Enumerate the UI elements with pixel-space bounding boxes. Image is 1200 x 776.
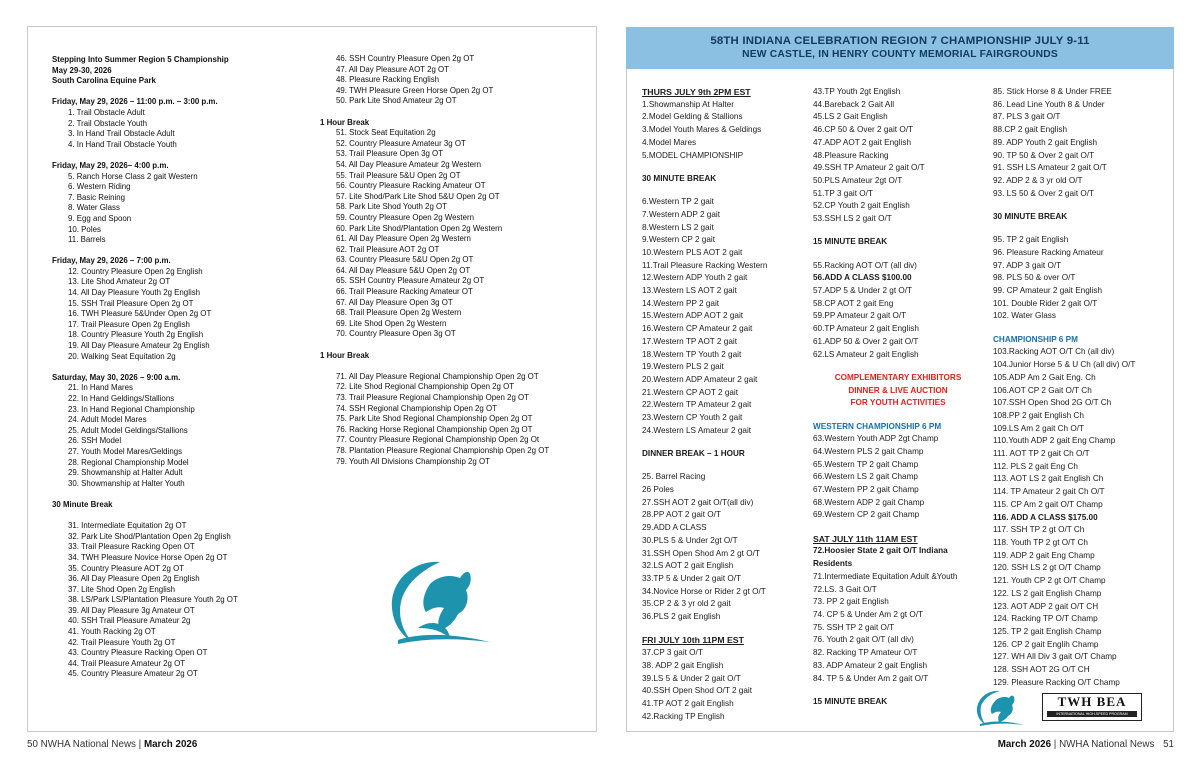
class-entry: 22.Western TP Amateur 2 gait	[642, 400, 752, 410]
class-entry: 29.ADD A CLASS	[642, 523, 707, 533]
class-entry: 67.Western PP 2 gait Champ	[813, 485, 919, 495]
class-entry: 79. Youth All Divisions Championship 2g OT	[336, 456, 490, 466]
class-entry: 63. Country Pleasure 5&U Open 2g OT	[336, 255, 474, 265]
class-entry: 109.LS Am 2 gait Ch O/T	[993, 423, 1085, 433]
class-entry: 8. Water Glass	[68, 203, 120, 213]
section-heading: THURS JULY 9th 2PM EST	[642, 87, 751, 97]
class-entry: 11. Barrels	[68, 235, 106, 245]
class-entry: 13.Western LS AOT 2 gait	[642, 286, 737, 296]
class-entry: 72.Hoosier State 2 gait O/T Indiana Residents	[813, 546, 948, 569]
class-entry: 47. All Day Pleasure AOT 2g OT	[336, 64, 450, 74]
spacer	[993, 323, 1171, 334]
class-entry: 99. CP Amateur 2 gait English	[993, 286, 1103, 296]
class-entry: 22. In Hand Geldings/Stallions	[68, 394, 175, 403]
class-entry: 25. Adult Model Geldings/Stallions	[68, 425, 188, 435]
spacer	[642, 437, 802, 448]
section-heading: Friday, May 29, 2026– 4:00 p.m.	[52, 160, 169, 170]
class-entry: 45. Country Pleasure Amateur 2g OT	[68, 669, 198, 679]
class-entry: 29. Showmanship at Halter Adult	[68, 468, 183, 478]
class-entry: 53. Trail Pleasure Open 3g OT	[336, 149, 444, 159]
class-entry: 21.Western CP AOT 2 gait	[642, 387, 739, 397]
indiana-title: 58TH INDIANA CELEBRATION REGION 7 CHAMPIONSHIP JULY 9-11	[710, 35, 1090, 47]
class-entry: 51. Stock Seat Equitation 2g	[336, 128, 436, 138]
class-entry: 14.Western PP 2 gait	[642, 298, 720, 308]
left-footer	[27, 739, 197, 750]
spacer	[642, 162, 802, 173]
class-entry: 74. CP 5 & Under Am 2 gt O/T	[813, 609, 923, 619]
class-entry: 35.CP 2 & 3 yr old 2 gait	[642, 599, 731, 609]
class-entry: 96. Pleasure Racking Amateur	[993, 247, 1104, 257]
class-entry: 16. TWH Pleasure 5&Under Open 2g OT	[68, 309, 212, 319]
class-entry: 44.Bareback 2 Gait All	[813, 99, 895, 109]
class-entry: 26. SSH Model	[68, 436, 122, 446]
twhbea-tagline: INTERNATIONAL HIGH-SPEED PROGRAM	[1047, 711, 1137, 717]
class-entry: 61.ADP 50 & Over 2 gait O/T	[813, 336, 919, 346]
class-entry: 30. Showmanship at Halter Youth	[68, 478, 185, 488]
spacer	[52, 150, 314, 161]
class-entry: 23.Western CP Youth 2 gait	[642, 413, 743, 423]
class-entry: 97. ADP 3 gait O/T	[993, 260, 1062, 270]
section-heading: Friday, May 29, 2026 – 11:00 p.m. – 3:00 p.m.	[52, 97, 218, 107]
class-entry: 111. AOT TP 2 gait Ch O/T	[993, 449, 1090, 459]
class-entry: 125. TP 2 gait English Champ	[993, 626, 1102, 636]
class-entry: 83. ADP Amateur 2 gait English	[813, 660, 928, 670]
section-heading: FRI JULY 10th 11PM EST	[642, 635, 744, 646]
section-heading: CHAMPIONSHIP 6 PM	[993, 334, 1078, 344]
class-entry: 56. Country Pleasure Racking Amateur OT	[336, 181, 486, 191]
class-entry: 39.LS 5 & Under 2 gait O/T	[642, 673, 741, 683]
class-entry: 84. TP 5 & Under Am 2 gait O/T	[813, 673, 929, 683]
class-entry: 60.TP Amateur 2 gait English	[813, 324, 919, 334]
class-entry: 75. Park Lite Shod Regional Championship Open 2g OT	[336, 414, 533, 424]
class-entry: 3. In Hand Trail Obstacle Adult	[68, 129, 175, 139]
page-number: 51	[1163, 739, 1174, 750]
event-dates: May 29-30, 2026	[52, 65, 112, 75]
spacer	[813, 226, 983, 237]
class-entry: 72.LS. 3 Gait O/T	[813, 584, 877, 594]
class-entry: 52.CP Youth 2 gait English	[813, 201, 910, 211]
class-entry: 14. All Day Pleasure Youth 2g English	[68, 288, 201, 298]
class-entry: 46. SSH Country Pleasure Open 2g OT	[336, 54, 475, 63]
class-entry: 2. Trail Obstacle Youth	[68, 118, 147, 128]
indiana-column-1	[642, 86, 802, 723]
class-entry: 68. Trail Pleasure Open 2g Western	[336, 308, 462, 318]
class-entry: 122. LS 2 gait English Champ	[993, 588, 1102, 598]
class-entry: 21. In Hand Mares	[68, 383, 133, 393]
section-heading: 30 MINUTE BREAK	[993, 211, 1068, 221]
spacer	[813, 410, 983, 421]
class-entry: 72. Lite Shod Regional Championship Open 2g OT	[336, 382, 515, 392]
class-entry: 37. Lite Shod Open 2g English	[68, 584, 176, 594]
spacer	[813, 361, 983, 372]
class-entry: 75. SSH TP 2 gait O/T	[813, 622, 895, 632]
class-entry: 73. PP 2 gait English	[813, 597, 889, 607]
class-entry: 107.SSH Open Shod 2G O/T Ch	[993, 398, 1112, 408]
spacer	[52, 511, 314, 522]
class-entry: 70. Country Pleasure Open 3g OT	[336, 329, 456, 339]
class-list	[813, 86, 983, 709]
class-entry: 47.ADP AOT 2 gait English	[813, 137, 912, 147]
class-entry: 68.Western ADP 2 gait Champ	[813, 497, 925, 507]
class-entry: 7. Basic Reining	[68, 192, 126, 202]
class-entry: 101. Double Rider 2 gait O/T	[993, 298, 1098, 308]
class-list	[320, 54, 585, 467]
class-entry: 20. Walking Seat Equitation 2g	[68, 351, 176, 361]
issue-date: March 2026	[143, 739, 198, 750]
class-entry: 10.Western PLS AOT 2 gait	[642, 247, 743, 257]
class-entry: 92. ADP 2 & 3 yr old O/T	[993, 175, 1083, 185]
class-entry: 63.Western Youth ADP 2gt Champ	[813, 434, 939, 444]
class-entry: 18.Western TP Youth 2 gait	[642, 349, 742, 359]
class-entry: 41. Youth Racking 2g OT	[68, 627, 156, 637]
class-entry: 28. Regional Championship Model	[68, 457, 189, 467]
spacer	[320, 340, 585, 351]
class-entry: 73. Trail Pleasure Regional Championship Open 2g OT	[336, 393, 529, 402]
class-entry: 11.Trail Pleasure Racking Western	[642, 260, 768, 270]
class-entry: 33. Trail Pleasure Racking Open OT	[68, 542, 195, 552]
class-entry: 77. Country Pleasure Regional Championship Open 2g Ot	[336, 435, 540, 445]
left-column-1	[52, 55, 314, 680]
section-heading: DINNER BREAK – 1 HOUR	[642, 449, 745, 459]
class-entry: 61. All Day Pleasure Open 2g Western	[336, 234, 471, 244]
class-entry: 91. SSH LS Amateur 2 gait O/T	[993, 163, 1107, 173]
indiana-column-2	[813, 86, 983, 709]
publication-name: NWHA National News	[1059, 739, 1155, 750]
class-entry: 55.Racking AOT O/T (all div)	[813, 260, 917, 270]
class-entry: 42.Racking TP English	[642, 711, 725, 721]
class-entry: 27. Youth Model Mares/Geldings	[68, 446, 183, 456]
class-entry: 18. Country Pleasure Youth 2g English	[68, 330, 204, 340]
class-entry: 128. SSH AOT 2G O/T CH	[993, 665, 1090, 675]
class-entry: 55. Trail Pleasure 5&U Open 2g OT	[336, 170, 461, 180]
spacer	[993, 200, 1171, 211]
class-entry: 36. All Day Pleasure Open 2g English	[68, 574, 200, 584]
spacer	[52, 362, 314, 373]
class-entry: 65. SSH Country Pleasure Amateur 2g OT	[336, 276, 485, 286]
section-heading: 30 MINUTE BREAK	[642, 173, 717, 183]
section-heading: 1 Hour Break	[320, 117, 370, 127]
section-heading: 116. ADD A CLASS $175.00	[993, 512, 1098, 522]
class-entry: 64. All Day Pleasure 5&U Open 2g OT	[336, 265, 471, 275]
issue-date: March 2026	[997, 739, 1052, 750]
class-entry: 108.PP 2 gait English Ch	[993, 410, 1084, 420]
class-entry: 129. Pleasure Racking O/T Champ	[993, 677, 1120, 687]
class-entry: 15. SSH Trail Pleasure Open 2g OT	[68, 298, 194, 308]
left-column-2	[320, 54, 585, 467]
class-entry: 50.PLS Amateur 2gt O/T	[813, 175, 903, 185]
nwha-horse-logo-icon	[378, 556, 496, 648]
class-entry: 98. PLS 50 & over O/T	[993, 273, 1076, 283]
class-entry: 2.Model Gelding & Stallions	[642, 112, 743, 122]
spacer	[642, 186, 802, 197]
class-entry: 9.Western CP 2 gait	[642, 235, 715, 245]
class-entry: 23. In Hand Regional Championship	[68, 404, 195, 414]
section-heading: 15 MINUTE BREAK	[813, 237, 888, 247]
class-entry: 65.Western TP 2 gait Champ	[813, 459, 919, 469]
class-entry: 95. TP 2 gait English	[993, 235, 1069, 245]
class-entry: 3.Model Youth Mares & Geldings	[642, 125, 762, 135]
class-entry: 37.CP 3 gait O/T	[642, 648, 703, 658]
class-entry: 17. Trail Pleasure Open 2g English	[68, 319, 190, 329]
section-heading: 56.ADD A CLASS $100.00	[813, 273, 912, 283]
section-heading: COMPLEMENTARY EXHIBITORS	[834, 372, 962, 382]
class-entry: 67. All Day Pleasure Open 3g OT	[336, 297, 453, 307]
spacer	[642, 624, 802, 635]
class-entry: 121. Youth CP 2 gt O/T Champ	[993, 576, 1106, 586]
class-list	[993, 86, 1171, 689]
class-entry: 53.SSH LS 2 gait O/T	[813, 214, 892, 224]
class-entry: 102. Water Glass	[993, 311, 1056, 321]
class-entry: 64.Western PLS 2 gait Champ	[813, 446, 924, 456]
class-entry: 117. SSH TP 2 gt O/T Ch	[993, 525, 1085, 535]
class-entry: 33.TP 5 & Under 2 gait O/T	[642, 573, 742, 583]
event-venue: South Carolina Equine Park	[52, 76, 156, 86]
class-entry: 42. Trail Pleasure Youth 2g OT	[68, 637, 176, 647]
class-entry: 114. TP Amateur 2 gait Ch O/T	[993, 487, 1105, 497]
class-entry: 124. Racking TP O/T Champ	[993, 614, 1098, 624]
class-entry: 59. Country Pleasure Open 2g Western	[336, 212, 475, 222]
class-entry: 93. LS 50 & Over 2 gait O/T	[993, 188, 1095, 198]
spacer	[52, 87, 314, 98]
spacer	[813, 249, 983, 260]
class-entry: 31.SSH Open Shod Am 2 gt O/T	[642, 548, 760, 558]
twhbea-logo	[1042, 693, 1142, 721]
class-entry: 4.Model Mares	[642, 137, 697, 147]
class-entry: 50. Park Lite Shod Amateur 2g OT	[336, 96, 457, 106]
class-entry: 66. Trail Pleasure Racking Amateur OT	[336, 287, 473, 297]
class-entry: 34. TWH Pleasure Novice Horse Open 2g OT	[68, 552, 228, 562]
class-entry: 89. ADP Youth 2 gait English	[993, 137, 1098, 147]
class-entry: 43.TP Youth 2gt English	[813, 87, 901, 96]
class-entry: 13. Lite Shod Amateur 2g OT	[68, 277, 171, 287]
section-heading: 15 MINUTE BREAK	[813, 696, 888, 706]
event-title: Stepping Into Summer Region 5 Championship	[52, 55, 229, 64]
class-entry: 127. WH All Div 3 gait O/T Champ	[993, 652, 1117, 662]
indiana-column-3	[993, 86, 1171, 689]
class-entry: 24. Adult Model Mares	[68, 415, 147, 425]
section-heading: Saturday, May 30, 2026 – 9:00 a.m.	[52, 372, 181, 382]
class-entry: 34.Novice Horse or Rider 2 gt O/T	[642, 586, 766, 596]
class-entry: 54. All Day Pleasure Amateur 2g Western	[336, 159, 482, 169]
spacer	[813, 522, 983, 533]
nwha-horse-small-logo-icon	[970, 688, 1026, 726]
class-entry: 43. Country Pleasure Racking Open OT	[68, 648, 208, 658]
class-entry: 26 Poles	[642, 485, 674, 495]
class-entry: 76. Youth 2 gait O/T (all div)	[813, 635, 914, 645]
class-entry: 40.SSH Open Shod O/T 2 gait	[642, 686, 752, 696]
class-entry: 28.PP AOT 2 gait O/T	[642, 510, 721, 520]
class-entry: 85. Stick Horse 8 & Under FREE	[993, 87, 1112, 96]
class-entry: 82. Racking TP Amateur O/T	[813, 648, 918, 658]
indiana-header-banner	[626, 27, 1174, 69]
class-entry: 123. AOT ADP 2 gait O/T CH	[993, 601, 1099, 611]
twhbea-name: TWH BEA	[1057, 694, 1127, 709]
class-entry: 19. All Day Pleasure Amateur 2g English	[68, 341, 210, 351]
class-entry: 118. Youth TP 2 gt O/T Ch	[993, 537, 1088, 547]
section-heading: FOR YOUTH ACTIVITIES	[850, 398, 946, 408]
class-entry: 88.CP 2 gait English	[993, 125, 1068, 135]
section-heading: SAT JULY 11th 11AM EST	[813, 533, 918, 544]
class-entry: 78. Plantation Pleasure Regional Championship Open 2g OT	[336, 445, 550, 455]
class-entry: 39. All Day Pleasure 3g Amateur OT	[68, 605, 195, 615]
class-entry: 76. Racking Horse Regional Championship Open 2g OT	[336, 424, 533, 434]
section-heading: 1 Hour Break	[320, 350, 370, 360]
footer-separator: |	[138, 739, 142, 750]
right-footer	[998, 739, 1174, 750]
class-entry: 69.Western CP 2 gait Champ	[813, 510, 920, 520]
class-entry: 62.LS Amateur 2 gait English	[813, 349, 919, 359]
class-entry: 86. Lead Line Youth 8 & Under	[993, 99, 1105, 109]
class-entry: 59.PP Amateur 2 gait O/T	[813, 311, 907, 321]
class-entry: 106.AOT CP 2 Gait O/T Ch	[993, 385, 1092, 395]
class-entry: 45.LS 2 Gait English	[813, 112, 888, 122]
indiana-subtitle: NEW CASTLE, IN HENRY COUNTY MEMORIAL FAIRGROUNDS	[742, 49, 1058, 60]
footer-separator: |	[1053, 739, 1057, 750]
class-entry: 30.PLS 5 & Under 2gt O/T	[642, 535, 738, 545]
class-entry: 12. Country Pleasure Open 2g English	[68, 266, 203, 276]
class-entry: 15.Western ADP AOT 2 gait	[642, 311, 744, 321]
class-entry: 25. Barrel Racing	[642, 472, 706, 482]
class-entry: 112. PLS 2 gait Eng Ch	[993, 461, 1078, 471]
class-entry: 71.Intermediate Equitation Adult &Youth	[813, 571, 958, 581]
class-entry: 24.Western LS Amateur 2 gait	[642, 425, 752, 435]
section-heading: WESTERN CHAMPIONSHIP 6 PM	[813, 421, 942, 431]
class-entry: 52. Country Pleasure Amateur 3g OT	[336, 138, 466, 148]
class-entry: 6. Western Riding	[68, 182, 131, 192]
spacer	[320, 107, 585, 118]
class-entry: 60. Park Lite Shod/Plantation Open 2g Western	[336, 223, 503, 233]
publication-name: NWHA National News	[40, 739, 136, 750]
class-entry: 35. Country Pleasure AOT 2g OT	[68, 563, 185, 573]
class-entry: 41.TP AOT 2 gait English	[642, 698, 734, 708]
class-entry: 119. ADP 2 gait Eng Champ	[993, 550, 1095, 560]
class-entry: 48. Pleasure Racking English	[336, 75, 440, 85]
class-entry: 32. Park Lite Shod/Plantation Open 2g English	[68, 531, 231, 541]
class-entry: 110.Youth ADP 2 gait Eng Champ	[993, 436, 1116, 446]
class-entry: 115. CP Am 2 gait O/T Champ	[993, 499, 1103, 509]
class-entry: 58.CP AOT 2 gait Eng	[813, 298, 894, 308]
class-entry: 57. Lite Shod/Park Lite Shod 5&U Open 2g OT	[336, 191, 500, 201]
class-entry: 46.CP 50 & Over 2 gait O/T	[813, 125, 913, 135]
class-entry: 120. SSH LS 2 gt O/T Champ	[993, 563, 1101, 573]
class-entry: 4. In Hand Trail Obstacle Youth	[68, 139, 177, 149]
class-entry: 1. Trail Obstacle Adult	[68, 107, 145, 117]
class-entry: 49. TWH Pleasure Green Horse Open 2g OT	[336, 85, 494, 95]
class-entry: 27.SSH AOT 2 gait O/T(all div)	[642, 497, 754, 507]
class-entry: 58. Park Lite Shod Youth 2g OT	[336, 202, 447, 212]
class-entry: 1.Showmanship At Halter	[642, 99, 734, 109]
class-entry: 105.ADP Am 2 Gait Eng. Ch	[993, 372, 1096, 382]
class-entry: 103.Racking AOT O/T Ch (all div)	[993, 347, 1115, 357]
class-entry: 104.Junior Horse 5 & U Ch (all div) O/T	[993, 360, 1136, 370]
class-entry: 69. Lite Shod Open 2g Western	[336, 318, 447, 328]
spacer	[642, 461, 802, 472]
class-entry: 38. LS/Park LS/Plantation Pleasure Youth 2g OT	[68, 595, 238, 605]
class-entry: 74. SSH Regional Championship Open 2g OT	[336, 403, 497, 413]
class-entry: 126. CP 2 gait Englih Champ	[993, 639, 1099, 649]
class-entry: 32.LS AOT 2 gait English	[642, 561, 734, 571]
class-list	[642, 86, 802, 723]
class-entry: 8.Western LS 2 gait	[642, 222, 714, 232]
class-entry: 7.Western ADP 2 gait	[642, 209, 720, 219]
class-entry: 9. Egg and Spoon	[68, 213, 132, 223]
class-entry: 90. TP 50 & Over 2 gait O/T	[993, 150, 1095, 160]
class-entry: 66.Western LS 2 gait Champ	[813, 472, 918, 482]
class-entry: 12.Western ADP Youth 2 gait	[642, 273, 748, 283]
class-entry: 87. PLS 3 gait O/T	[993, 112, 1061, 122]
class-entry: 40. SSH Trail Pleasure Amateur 2g	[68, 616, 191, 626]
spacer	[813, 685, 983, 696]
class-entry: 10. Poles	[68, 224, 101, 234]
section-heading: Friday, May 29, 2026 – 7:00 p.m.	[52, 256, 171, 266]
class-entry: 20.Western ADP Amateur 2 gait	[642, 374, 758, 384]
spacer	[320, 361, 585, 372]
class-entry: 19.Western PLS 2 gait	[642, 362, 724, 372]
spacer	[993, 224, 1171, 235]
class-entry: 5.MODEL CHAMPIONSHIP	[642, 150, 744, 160]
class-entry: 36.PLS 2 gait English	[642, 612, 721, 622]
class-entry: 17.Western TP AOT 2 gait	[642, 336, 737, 346]
class-entry: 51.TP 3 gait O/T	[813, 188, 873, 198]
class-entry: 44. Trail Pleasure Amateur 2g OT	[68, 658, 186, 668]
class-entry: 62. Trail Pleasure AOT 2g OT	[336, 244, 440, 254]
page-number: 50	[27, 739, 38, 750]
spacer	[52, 246, 314, 257]
class-entry: 113. AOT LS 2 gait English Ch	[993, 474, 1104, 484]
spacer	[52, 489, 314, 500]
class-entry: 48.Pleasure Racking	[813, 150, 889, 160]
class-entry: 5. Ranch Horse Class 2 gait Western	[68, 171, 198, 181]
class-list	[52, 97, 314, 680]
class-entry: 71. All Day Pleasure Regional Championship Open 2g OT	[336, 371, 539, 381]
class-entry: 49.SSH TP Amateur 2 gait O/T	[813, 163, 925, 173]
class-entry: 16.Western CP Amateur 2 gait	[642, 324, 753, 334]
class-entry: 38. ADP 2 gait English	[642, 660, 724, 670]
class-entry: 6.Western TP 2 gait	[642, 197, 714, 207]
class-entry: 57.ADP 5 & Under 2 gt O/T	[813, 286, 913, 296]
class-entry: 31. Intermediate Equitation 2g OT	[68, 521, 187, 531]
section-heading: 30 Minute Break	[52, 499, 113, 509]
section-heading: DINNER & LIVE AUCTION	[848, 385, 948, 395]
